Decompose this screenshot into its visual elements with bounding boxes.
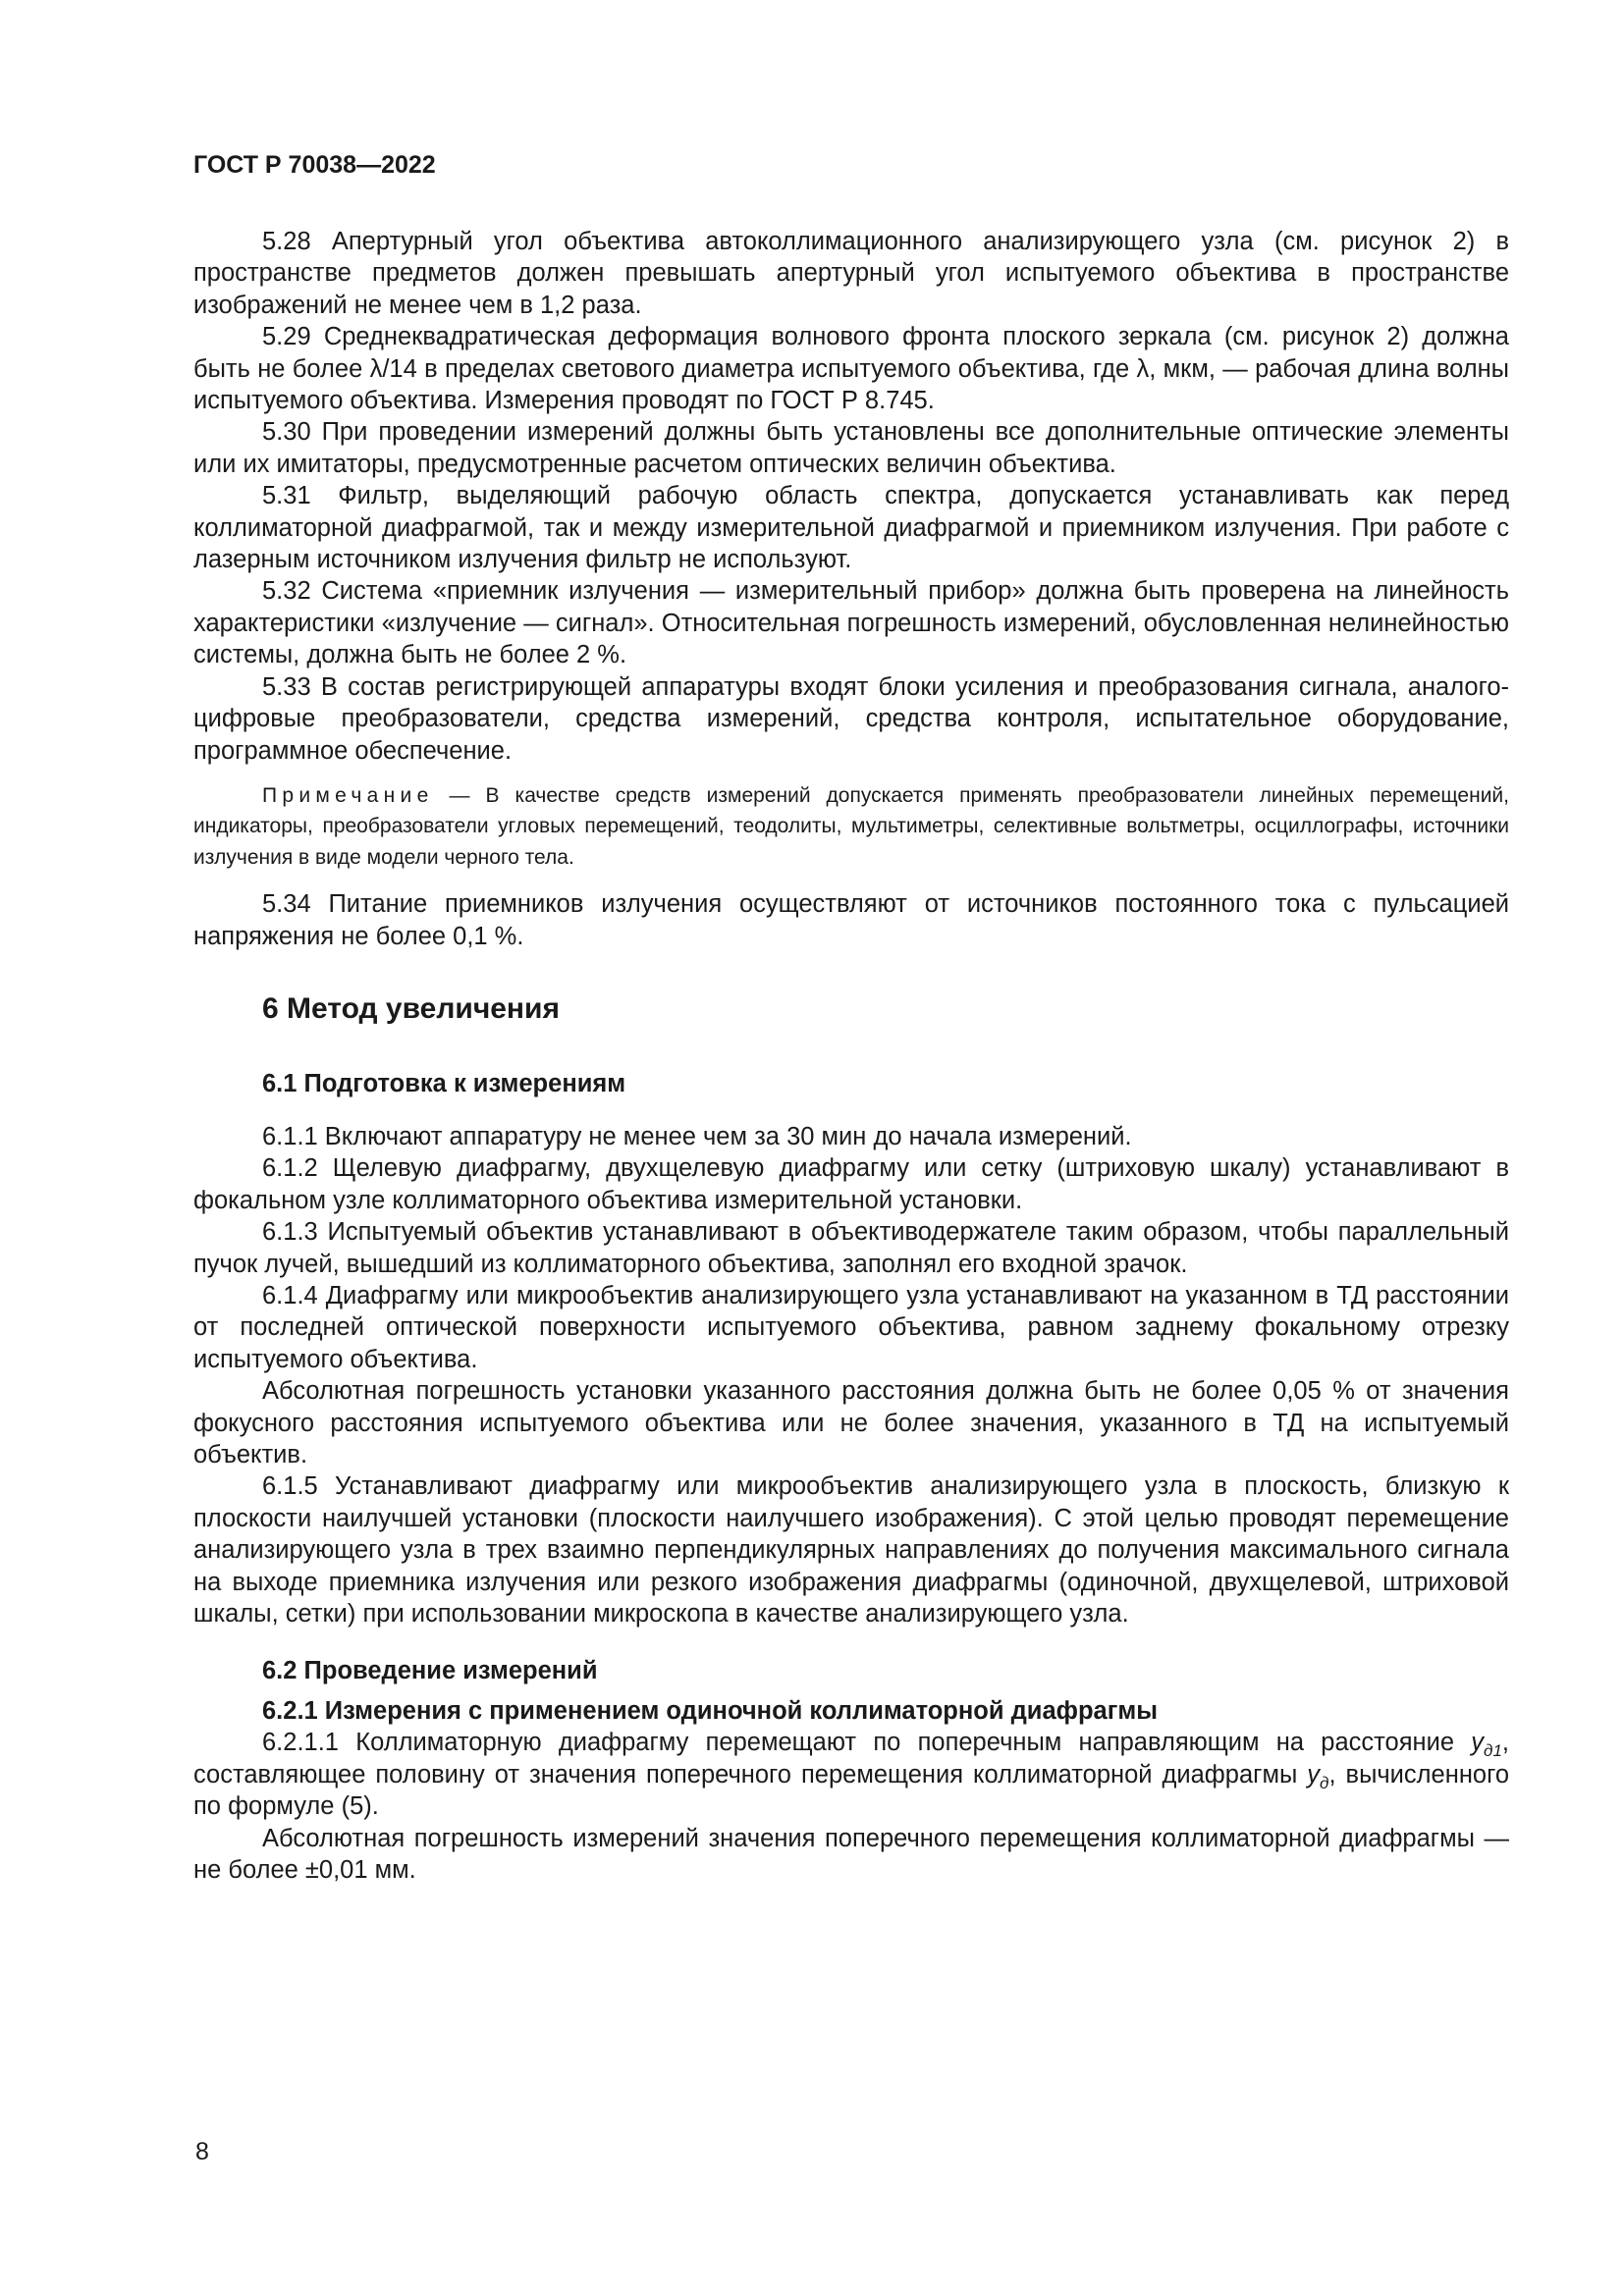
subsection-heading-6-2: 6.2 Проведение измерений <box>262 1657 598 1685</box>
paragraph-5-28: 5.28 Апертурный угол объектива автоколлимационного анализирующего узла (см. рисунок 2) в пространстве предметов должен превышать апертурный угол испытуемого объектива в пространстве изображений не менее чем в 1,2 раза. <box>193 228 1509 319</box>
note-label: Примечание <box>262 783 434 807</box>
paragraph-6-1-2: 6.1.2 Щелевую диафрагму, двухщелевую диафрагму или сетку (штриховую шкалу) устанавливают в фокальном узле коллиматорного объектива измерительной установки. <box>193 1154 1509 1214</box>
variable-y: y <box>1471 1729 1485 1757</box>
variable-y-d <box>1307 1760 1329 1792</box>
standard-header: ГОСТ Р 70038—2022 <box>193 151 436 179</box>
paragraph-6-1-1: 6.1.1 Включают аппаратуру не менее чем за 30 мин до начала измерений. <box>262 1122 1132 1150</box>
note <box>193 780 1509 873</box>
paragraph-5-30: 5.30 При проведении измерений должны быть установлены все дополнительные оптические элементы или их имитаторы, предусмотренные расчетом оптических величин объектива. <box>193 418 1509 478</box>
page-body <box>193 226 1509 1886</box>
paragraph-6-1-3: 6.1.3 Испытуемый объектив устанавливают в объективодержателе таким образом, чтобы параллельный пучок лучей, вышедший из коллиматорного объектива, заполнял его входной зрачок. <box>193 1218 1509 1278</box>
paragraph-5-34: 5.34 Питание приемников излучения осуществляют от источников постоянного тока с пульсацией напряжения не более 0,1 %. <box>193 890 1509 950</box>
subscript-d1: д1 <box>1484 1741 1502 1761</box>
paragraph-6-1-4: 6.1.4 Диафрагму или микрообъектив анализирующего узла устанавливают на указанном в ТД расстоянии от последней оптической поверхности испытуемого объектива, равном заднему фокальному отрезку испытуемого объектива. <box>193 1281 1509 1373</box>
subsection-heading-6-1: 6.1 Подготовка к измерениям <box>262 1069 626 1097</box>
text-run: 6.2.1.1 Коллиматорную диафрагму перемещают по поперечным направляющим на расстояние <box>262 1729 1472 1757</box>
paragraph-5-33: 5.33 В состав регистрирующей аппаратуры входят блоки усиления и преобразования сигнала, аналого-цифровые преобразователи, средства измерений, средства контроля, испытательное оборудование, программное обеспечение. <box>193 672 1509 765</box>
paragraph-5-31: 5.31 Фильтр, выделяющий рабочую область спектра, допускается устанавливать как перед коллиматорной диафрагмой, так и между измерительной диафрагмой и приемником излучения. При работе с лазерным источником излучения фильтр не используют. <box>193 482 1509 574</box>
subsection-heading-6-2-1: 6.2.1 Измерения с применением одиночной коллиматорной диафрагмы <box>262 1697 1158 1726</box>
paragraph-5-32: 5.32 Система «приемник излучения — измерительный прибор» должна быть проверена на линейность характеристики «излучение — сигнал». Относительная погрешность измерений, обусловленная нелинейностью системы, должна быть не более 2 %. <box>193 577 1509 669</box>
text-run: , составляющее половину от значения поперечного перемещения коллиматорной диафрагмы <box>193 1729 1509 1789</box>
variable-y-d1 <box>1471 1729 1502 1761</box>
text-run: , вычисленного по формуле (5). <box>193 1760 1510 1821</box>
paragraph-5-29: 5.29 Среднеквадратическая деформация волнового фронта плоского зеркала (см. рисунок 2) должна быть не более λ/14 в пределах светового диаметра испытуемого объектива, где λ, мкм, — рабочая длина волны испытуемого объектива. Измерения проводят по ГОСТ Р 8.745. <box>193 323 1509 415</box>
subscript-d: д <box>1320 1773 1329 1792</box>
paragraph-6-2-1-accuracy: Абсолютная погрешность измерений значения поперечного перемещения коллиматорной диафрагмы — не более ±0,01 мм. <box>193 1824 1509 1885</box>
variable-y: y <box>1307 1760 1321 1789</box>
note-text: — В качестве средств измерений допускается применять преобразователи линейных перемещений, индикаторы, преобразователи угловых перемещений, теодолиты, мультиметры, селективные вольтметры, осциллографы, источники излучения в виде модели черного тела. <box>193 783 1509 869</box>
page-number: 8 <box>195 2138 209 2165</box>
section-heading-6: 6 Метод увеличения <box>262 991 560 1025</box>
paragraph-6-1-5: 6.1.5 Устанавливают диафрагму или микрообъектив анализирующего узла в плоскость, близкую к плоскости наилучшей установки (плоскости наилучшего изображения). С этой целью проводят перемещение анализирующего узла в трех взаимно перпендикулярных направлениях до получения максимального сигнала на выходе приемника излучения или резкого изображения диафрагмы (одиночной, двухщелевой, штриховой шкалы, сетки) при использовании микроскопа в качестве анализирующего узла. <box>193 1472 1509 1629</box>
paragraph-6-2-1-1 <box>193 1727 1509 1822</box>
paragraph-6-1-4-accuracy: Абсолютная погрешность установки указанного расстояния должна быть не более 0,05 % от значения фокусного расстояния испытуемого объектива или не более значения, указанного в ТД на испытуемый объектив. <box>193 1377 1509 1468</box>
